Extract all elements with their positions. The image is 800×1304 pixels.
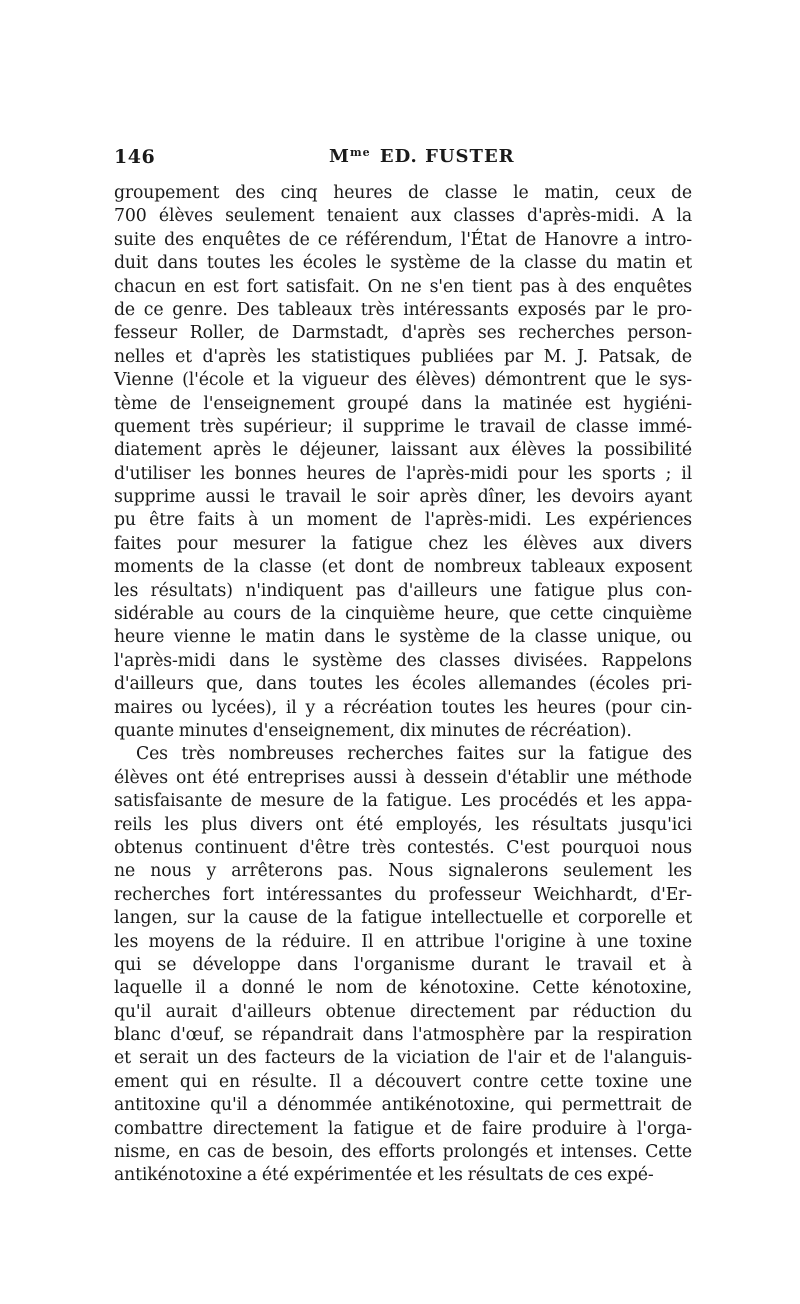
text-line: tème de l'enseignement groupé dans la matinée est hygiéni- [114, 393, 692, 414]
text-line: diatement après le déjeuner, laissant aux élèves la possibilité [114, 440, 692, 461]
text-line: reils les plus divers ont été employés, les résultats jusqu'ici [114, 814, 692, 835]
text-line: maires ou lycées), il y a récréation toutes les heures (pour cin- [114, 697, 692, 718]
text-line: les moyens de la réduire. Il en attribue l'origine à une toxine [114, 931, 692, 952]
author-name: ED. FUSTER [379, 146, 515, 167]
text-line: ement qui en résulte. Il a découvert contre cette toxine une [114, 1071, 692, 1092]
text-line: supprime aussi le travail le soir après dîner, les devoirs ayant [114, 487, 692, 508]
text-line: sidérable au cours de la cinquième heure, que cette cinquième [114, 604, 692, 625]
text-line: d'ailleurs que, dans toutes les écoles allemandes (écoles pri- [114, 674, 692, 695]
text-line: d'utiliser les bonnes heures de l'après-midi pour les sports ; il [114, 463, 692, 484]
text-line: de ce genre. Des tableaux très intéressants exposés par le pro- [114, 299, 692, 320]
text-line: Vienne (l'école et la vigueur des élèves) démontrent que le sys- [114, 370, 692, 391]
text-line: duit dans toutes les écoles le système de la classe du matin et [114, 253, 692, 274]
text-line: les résultats) n'indiquent pas d'ailleurs une fatigue plus con- [114, 580, 692, 601]
text-line: quante minutes d'enseignement, dix minutes de récréation). [114, 720, 632, 741]
text-line: laquelle il a donné le nom de kénotoxine. Cette kénotoxine, [114, 978, 692, 999]
text-line: pu être faits à un moment de l'après-midi. Les expériences [114, 510, 692, 531]
text-line: moments de la classe (et dont de nombreux tableaux exposent [114, 557, 692, 578]
text-line: antitoxine qu'il a dénommée antikénotoxine, qui permettrait de [114, 1095, 692, 1116]
running-head [114, 146, 692, 170]
text-line: qu'il aurait d'ailleurs obtenue directement par réduction du [114, 1001, 692, 1022]
text-line: combattre directement la fatigue et de faire produire à l'orga- [114, 1118, 692, 1139]
text-line: nisme, en cas de besoin, des efforts prolongés et intenses. Cette [114, 1142, 692, 1163]
text-line: quement très supérieur; il supprime le travail de classe immé- [114, 416, 692, 437]
text-line: élèves ont été entreprises aussi à dessein d'établir une méthode [114, 767, 692, 788]
text-line: satisfaisante de mesure de la fatigue. Les procédés et les appa- [114, 791, 692, 812]
text-line: et serait un des facteurs de la viciation de l'air et de l'alanguis- [114, 1048, 692, 1069]
text-line: ne nous y arrêterons pas. Nous signalerons seulement les [114, 861, 692, 882]
paragraph [114, 182, 692, 743]
text-line: fesseur Roller, de Darmstadt, d'après ses recherches person- [114, 323, 692, 344]
text-line: qui se développe dans l'organisme durant le travail et à [114, 954, 692, 975]
title-superscript: me [349, 146, 371, 159]
body-text [114, 182, 692, 1188]
text-line: suite des enquêtes de ce référendum, l'État de Hanovre a intro- [114, 229, 692, 250]
text-line: recherches fort intéressantes du professeur Weichhardt, d'Er- [114, 884, 692, 905]
text-line: blanc d'œuf, se répandrait dans l'atmosphère par la respiration [114, 1025, 692, 1046]
text-line: 700 élèves seulement tenaient aux classes d'après-midi. A la [114, 206, 692, 227]
running-title [329, 146, 515, 167]
text-line: groupement des cinq heures de classe le matin, ceux de [114, 183, 692, 203]
text-line: chacun en est fort satisfait. On ne s'en tient pas à des enquêtes [114, 276, 692, 297]
title-prefix: M [329, 146, 350, 167]
paragraph [114, 743, 692, 1187]
text-line: antikénotoxine a été expérimentée et les résultats de ces expé- [114, 1165, 654, 1186]
text-line: faites pour mesurer la fatigue chez les élèves aux divers [114, 533, 692, 554]
text-line: l'après-midi dans le système des classes divisées. Rappelons [114, 650, 692, 671]
text-line: obtenus continuent d'être très contestés. C'est pourquoi nous [114, 837, 692, 858]
text-line: langen, sur la cause de la fatigue intellectuelle et corporelle et [114, 908, 692, 929]
text-line: heure vienne le matin dans le système de la classe unique, ou [114, 627, 692, 648]
text-line: nelles et d'après les statistiques publiées par M. J. Patsak, de [114, 346, 692, 367]
page-number: 146 [114, 146, 156, 168]
text-line: Ces très nombreuses recherches faites sur la fatigue des [136, 744, 692, 765]
